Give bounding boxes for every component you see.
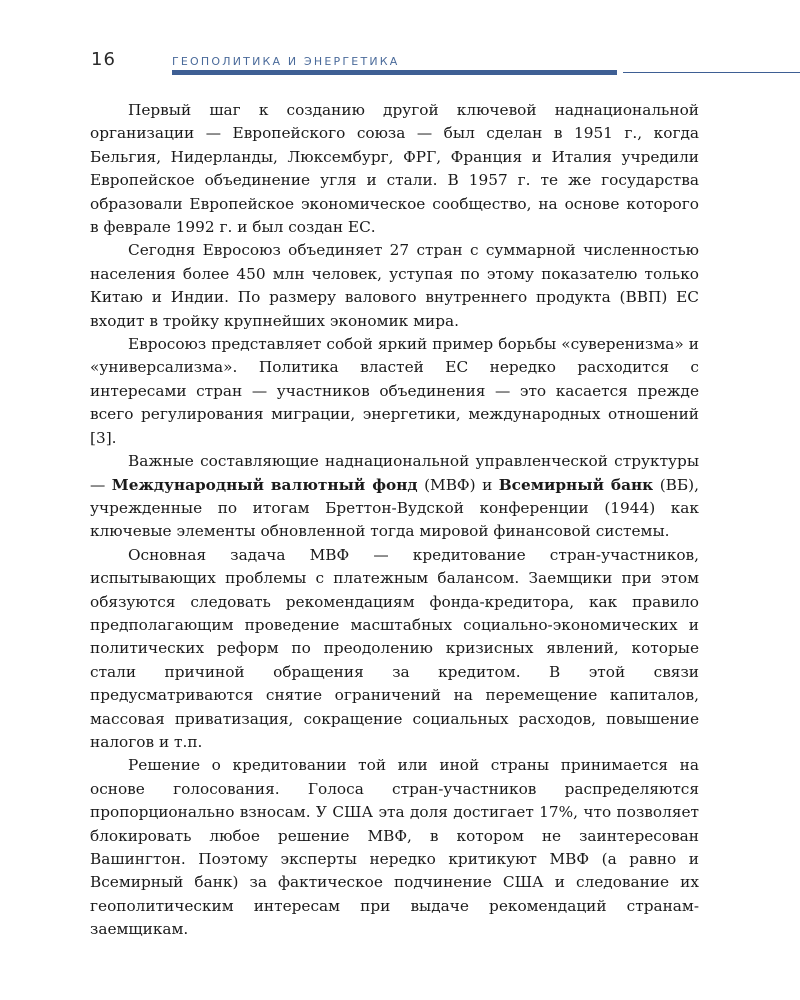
imf-term: Международный валютный фонд (111, 475, 418, 494)
world-bank-term: Всемирный банк (498, 475, 654, 494)
paragraph-sovereignism: Евросоюз представляет собой яркий пример борьбы «суверенизма» и «универсализма». Политика властей ЕС нередко расходится с интересами стран — участников объединения — это касается прежде всего регулирования миграции, энергетики, международных отношений [3]. (90, 335, 699, 447)
text-segment: (МВФ) и (417, 475, 499, 494)
header-rule-thin (623, 72, 800, 73)
paragraph-imf-voting: Решение о кредитовании той или иной страны принимается на основе голосования. Голоса стран-участников распределяются пропорционально взносам. У США эта доля достигает 17%, что позволяет блокировать любое решение МВФ, в котором не заинтересован Вашингтон. Поэтому эксперты нередко критикуют МВФ (а равно и Всемирный банк) за фактическое подчинение США и следование их геополитическим интересам при выдаче рекомендаций странам-заемщикам. (90, 756, 699, 939)
header-rule-thick (172, 70, 617, 75)
body-text (90, 99, 699, 942)
text-segment: (ВБ), учрежденные по итогам Бреттон-Вудской конференции (1944) как ключевые элементы обновленной тогда мировой финансовой системы. (90, 475, 699, 541)
page-header (0, 0, 800, 80)
page-number: 16 (91, 49, 116, 70)
paragraph-imf-task: Основная задача МВФ — кредитование стран-участников, испытывающих проблемы с платежным балансом. Заемщики при этом обязуются следовать рекомендациям фонда-кредитора, как правило предполагающим проведение масштабных социально-экономических и политических реформ по преодолению кризисных явлений, которые стали причиной обращения за кредитом. В этой связи предусматриваются снятие ограничений на перемещение капиталов, массовая приватизация, сокращение социальных расходов, повышение налогов и т.п. (90, 545, 699, 751)
paragraph-eu-today: Сегодня Евросоюз объединяет 27 стран с суммарной численностью населения более 450 млн человек, уступая по этому показателю только Китаю и Индии. По размеру валового внутреннего продукта (ВВП) ЕС входит в тройку крупнейших экономик мира. (90, 241, 699, 330)
running-title: ГЕОПОЛИТИКА И ЭНЕРГЕТИКА (172, 55, 400, 68)
paragraph-bretton-woods (90, 450, 699, 544)
text-segment: Важные составляющие наднациональной управленческой структуры — (90, 452, 699, 494)
paragraph-eu-founding: Первый шаг к созданию другой ключевой наднациональной организации — Европейского союза — был сделан в 1951 г., когда Бельгия, Нидерланды, Люксембург, ФРГ, Франция и Италия учредили Европейское объединение угля и стали. В 1957 г. те же государства образовали Европейское экономическое сообщество, на основе которого в феврале 1992 г. и был создан ЕС. (90, 101, 699, 237)
